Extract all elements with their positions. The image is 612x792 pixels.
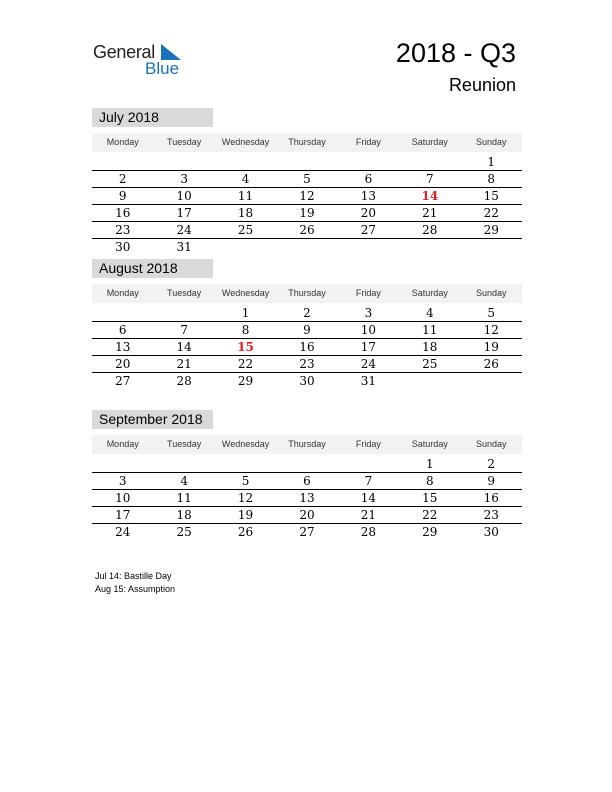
logo	[93, 40, 193, 80]
day-cell: 25	[237, 223, 254, 237]
week-row	[92, 188, 522, 205]
day-cell: 17	[115, 508, 131, 522]
holiday-notes	[95, 570, 175, 595]
day-cell: 28	[360, 525, 377, 539]
day-cell: 18	[176, 508, 192, 522]
day-cell: 12	[237, 491, 254, 505]
day-cell: 11	[176, 491, 192, 505]
day-cell: 18	[237, 206, 254, 220]
day-cell: 14	[421, 189, 439, 203]
day-cell	[153, 456, 214, 472]
day-cell: 5	[303, 172, 311, 186]
day-cell: 10	[360, 323, 377, 337]
weekday-label: Wednesday	[221, 288, 270, 298]
logo-flag-icon	[161, 44, 181, 60]
day-cell: 2	[487, 457, 496, 471]
logo-blue-text: Blue	[145, 59, 180, 78]
week-row	[92, 322, 522, 339]
day-cell	[92, 154, 153, 170]
day-cell: 22	[237, 357, 254, 371]
day-cell: 15	[483, 189, 499, 203]
weekday-label: Friday	[355, 439, 381, 449]
day-cell: 19	[483, 340, 499, 354]
weekday-label: Friday	[355, 288, 381, 298]
week-row	[92, 339, 522, 356]
day-cell: 27	[360, 223, 377, 237]
day-cell: 29	[483, 223, 499, 237]
day-cell: 30	[115, 240, 131, 254]
day-cell: 19	[237, 508, 254, 522]
day-cell	[276, 154, 337, 170]
day-cell: 1	[241, 306, 250, 320]
week-row	[92, 373, 522, 389]
weekday-label: Monday	[106, 439, 139, 449]
day-cell: 10	[115, 491, 131, 505]
day-cell: 15	[422, 491, 438, 505]
month-title: September 2018	[92, 410, 213, 429]
weekday-label: Friday	[355, 137, 381, 147]
day-cell: 20	[299, 508, 315, 522]
day-cell	[276, 456, 337, 472]
day-cell: 11	[237, 189, 254, 203]
day-cell: 4	[180, 474, 188, 488]
day-cell: 27	[115, 374, 131, 388]
day-cell: 5	[487, 306, 496, 320]
weekday-label: Tuesday	[167, 288, 202, 298]
weekday-label: Wednesday	[221, 137, 270, 147]
day-cell	[399, 239, 460, 255]
week-row	[92, 356, 522, 373]
day-cell: 30	[299, 374, 315, 388]
weekday-label: Thursday	[288, 439, 326, 449]
day-cell: 29	[422, 525, 438, 539]
day-cell	[338, 456, 399, 472]
day-cell: 6	[364, 172, 373, 186]
day-cell: 14	[176, 340, 192, 354]
week-row	[92, 154, 522, 171]
day-cell: 31	[360, 374, 377, 388]
weekday-label: Sunday	[475, 439, 507, 449]
day-cell	[338, 154, 399, 170]
weekday-label: Sunday	[475, 288, 507, 298]
day-cell: 28	[176, 374, 192, 388]
day-cell: 13	[299, 491, 315, 505]
day-cell: 1	[426, 457, 434, 471]
weekday-label: Saturday	[411, 288, 448, 298]
day-cell	[153, 305, 214, 321]
day-cell: 17	[176, 206, 192, 220]
day-cell: 22	[483, 206, 499, 220]
day-cell: 12	[299, 189, 315, 203]
day-cell: 3	[364, 306, 373, 320]
week-row	[92, 507, 522, 524]
day-cell: 16	[483, 491, 499, 505]
day-cell: 20	[360, 206, 377, 220]
logo-general-text: General	[93, 42, 155, 62]
day-cell	[92, 456, 153, 472]
holiday-note: Jul 14: Bastille Day	[95, 571, 172, 581]
day-cell: 7	[426, 172, 434, 186]
week-row	[92, 490, 522, 507]
day-cell: 19	[299, 206, 315, 220]
page-title: 2018 - Q3	[395, 38, 516, 68]
day-cell: 22	[422, 508, 438, 522]
weekday-label: Sunday	[475, 137, 507, 147]
day-cell: 13	[115, 340, 131, 354]
day-cell: 24	[115, 525, 131, 539]
month-calendar	[92, 108, 522, 255]
day-cell: 9	[487, 474, 496, 488]
weekday-label: Monday	[106, 137, 139, 147]
day-cell: 27	[299, 525, 315, 539]
day-cell: 23	[115, 223, 131, 237]
day-cell: 7	[180, 323, 188, 337]
day-cell: 29	[237, 374, 254, 388]
day-cell: 21	[422, 206, 438, 220]
day-cell: 13	[360, 189, 377, 203]
day-cell	[338, 239, 399, 255]
day-cell: 25	[422, 357, 438, 371]
day-cell: 26	[483, 357, 499, 371]
day-cell	[399, 154, 460, 170]
day-cell: 24	[176, 223, 192, 237]
day-cell: 26	[237, 525, 254, 539]
day-cell: 3	[180, 172, 188, 186]
month-title: July 2018	[92, 108, 213, 127]
day-cell: 30	[483, 525, 499, 539]
weekday-label: Wednesday	[221, 439, 270, 449]
day-cell	[153, 154, 214, 170]
day-cell: 4	[426, 306, 434, 320]
day-cell: 6	[118, 323, 127, 337]
day-cell: 25	[176, 525, 192, 539]
day-cell: 12	[483, 323, 499, 337]
day-cell: 14	[360, 491, 377, 505]
day-cell: 20	[115, 357, 131, 371]
weekday-label: Saturday	[411, 137, 448, 147]
day-cell: 9	[118, 189, 127, 203]
day-cell: 21	[360, 508, 377, 522]
day-cell: 23	[299, 357, 315, 371]
day-cell: 6	[303, 474, 311, 488]
weekday-label: Thursday	[288, 137, 326, 147]
week-row	[92, 239, 522, 255]
day-cell: 26	[299, 223, 315, 237]
day-cell	[461, 373, 522, 389]
day-cell: 2	[118, 172, 127, 186]
week-row	[92, 473, 522, 490]
weekday-label: Saturday	[411, 439, 448, 449]
day-cell: 1	[487, 155, 496, 169]
day-cell: 28	[422, 223, 438, 237]
day-cell: 8	[426, 474, 434, 488]
day-cell: 23	[483, 508, 499, 522]
day-cell: 18	[422, 340, 438, 354]
day-cell	[92, 305, 153, 321]
day-cell	[215, 456, 276, 472]
week-row	[92, 171, 522, 188]
day-cell: 16	[299, 340, 315, 354]
day-cell	[461, 239, 522, 255]
day-cell: 17	[360, 340, 377, 354]
day-cell: 11	[422, 323, 438, 337]
week-row	[92, 205, 522, 222]
week-row	[92, 222, 522, 239]
holiday-note: Aug 15: Assumption	[95, 583, 176, 594]
day-cell	[215, 154, 276, 170]
day-cell: 3	[118, 474, 127, 488]
weekday-label: Tuesday	[167, 137, 202, 147]
day-cell: 9	[303, 323, 311, 337]
weekday-label: Thursday	[288, 288, 326, 298]
day-cell: 8	[241, 323, 250, 337]
day-cell: 24	[360, 357, 377, 371]
month-calendar	[92, 259, 522, 389]
week-row	[92, 305, 522, 322]
day-cell: 7	[364, 474, 373, 488]
day-cell: 21	[176, 357, 192, 371]
day-cell: 8	[487, 172, 496, 186]
weekday-label: Tuesday	[167, 439, 202, 449]
day-cell: 5	[241, 474, 250, 488]
day-cell: 2	[303, 306, 311, 320]
region-name: Reunion	[448, 75, 516, 95]
month-title: August 2018	[92, 259, 213, 278]
day-cell: 16	[115, 206, 131, 220]
weekday-label: Monday	[106, 288, 139, 298]
day-cell	[399, 373, 460, 389]
day-cell: 4	[241, 172, 250, 186]
day-cell: 15	[237, 340, 254, 354]
weekday-header-row	[92, 435, 522, 454]
weekday-header-row	[92, 284, 522, 303]
weekday-header-row	[92, 133, 522, 152]
day-cell	[215, 239, 276, 255]
month-calendar	[92, 410, 522, 540]
day-cell: 10	[176, 189, 192, 203]
week-row	[92, 524, 522, 540]
day-cell: 31	[176, 240, 192, 254]
week-row	[92, 456, 522, 473]
day-cell	[276, 239, 337, 255]
